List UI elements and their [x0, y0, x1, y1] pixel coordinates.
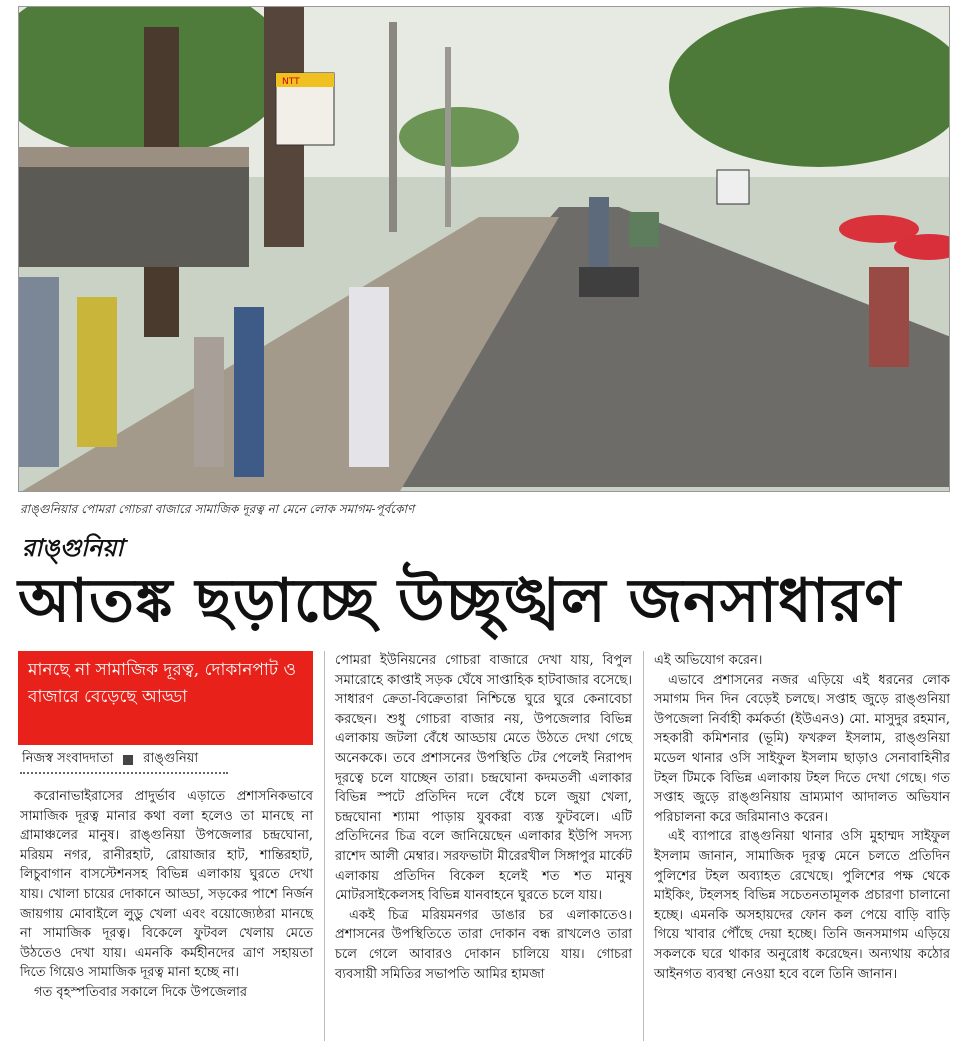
street-scene-illustration: [19, 7, 950, 492]
paragraph: এভাবে প্রশাসনের নজর এড়িয়ে এই ধরনের লোক সমাগম দিন দিন বেড়েই চলছে। সপ্তাহ জুড়ে রাঙ্গুনিয়া উপজেলা নির্বাহী কর্মকর্তা (ইউএনও) মো. মাসুদুর রহমান, সহকারী কমিশনার (ভূমি) ফখরুল ইসলাম, রাঙ্গুনিয়া মডেল থানার ওসি সাইফুল ইসলাম ছাড়াও সেনাবাহিনীর টহল টিমকে বিভিন্ন এলাকায় টহল দিতে দেখা গেছে। গত সপ্তাহ জুড়ে রাঙ্গুনিয়ায় ভ্রাম্যমাণ আদালত অভিযান পরিচালনা করে জরিমানাও করেন।: [654, 672, 950, 825]
column-rule: [324, 651, 325, 1041]
photo-caption: রাঙ্গুনিয়ার পোমরা গোচরা বাজারে সামাজিক দূরত্ব না মেনে লোক সমাগম-পূর্বকোণ: [20, 502, 415, 516]
byline-divider: [20, 772, 228, 774]
paragraph: এই অভিযোগ করেন।: [654, 653, 763, 668]
news-photo: [18, 6, 950, 492]
byline-location: রাঙ্গুনিয়া: [143, 751, 199, 766]
subhead-box: [18, 651, 313, 745]
paragraph: গত বৃহস্পতিবার সকালে দিকে উপজেলার: [34, 984, 248, 1000]
location-kicker: রাঙ্গুনিয়া: [22, 533, 124, 562]
article-column-1: [20, 787, 313, 1003]
paragraph: পোমরা ইউনিয়নের গোচরা বাজারে দেখা যায়, বিপুল সমারোহে কাপ্তাই সড়ক ঘেঁষে সাপ্তাহিক হাটবাজার বসেছে। সাধারণ ক্রেতা-বিক্রেতারা নিশ্চিন্তে ঘুরে ঘুরে কেনাবেচা করছেন। শুধু গোচরা বাজার নয়, উপজেলার বিভিন্ন এলাকায় জটলা বেঁধে আড্ডায় মেতে উঠতে দেখা গেছে অনেককে। তবে প্রশাসনের উপস্থিতি টের পেলেই নিরাপদ দূরত্বে চলে যাচ্ছেন তারা। চন্দ্রঘোনা কদমতলী এলাকার বিভিন্ন স্পটে প্রতিদিন দলে বেঁধে চলে জুয়া খেলা, চন্দ্রঘোনা শ্যামা পাড়ায় যুবকরা ব্যস্ত ফুটবলে। এটি প্রতিদিনের চিত্র বলে জানিয়েছেন এলাকার ইউপি সদস্য রাশেদ আলী মেম্বার। সরফভাটা মীরেরখীল সিঙ্গাপুর মার্কেট এলাকায় প্রতিদিন বিকেল হলেই শত শত মানুষ মোটরসাইকেলসহ বিভিন্ন যানবাহনে ঘুরতে চলে যায়।: [335, 653, 632, 904]
separator-square-icon: [123, 755, 133, 765]
paragraph: এই ব্যাপারে রাঙ্গুনিয়া থানার ওসি মুহাম্মদ সাইফুল ইসলাম জানান, সামাজিক দূরত্ব মেনে চলতে প্রতিদিন পুলিশের টহল অব্যাহত রেখেছে। পুলিশের পক্ষ থেকে মাইকিং, টহলসহ বিভিন্ন সচেতনতামূলক প্রচারণা চালানো হচ্ছে। এমনকি অসহায়দের ফোন কল পেয়ে বাড়ি বাড়ি গিয়ে খাবার পৌঁছে দেয়া হচ্ছে। তিনি জনসমাগম এড়িয়ে সকলকে ঘরে থাকার অনুরোধ করেছেন। অন্যথায় কঠোর আইনগত ব্যবস্থা নেওয়া হবে বলে তিনি জানান।: [654, 829, 950, 982]
byline: [22, 749, 198, 770]
sign-label: NTT: [282, 77, 300, 87]
article-column-3: [654, 651, 950, 984]
headline: আতঙ্ক ছড়াচ্ছে উচ্ছৃঙ্খল জনসাধারণ: [18, 566, 902, 636]
subhead-text: মানছে না সামাজিক দূরত্ব, দোকানপাট ও বাজারে বেড়েছে আড্ডা: [28, 660, 296, 707]
paragraph: একই চিত্র মরিয়মনগর ডাঙার চর এলাকাতেও। প্রশাসনের উপস্থিতিতে তারা দোকান বন্ধ রাখলেও তারা চলে গেলে আবারও দোকান চালিয়ে যায়। গোচরা ব্যবসায়ী সমিতির সভাপতি আমির হামজা: [335, 907, 632, 982]
article-column-2: [335, 651, 632, 984]
reporter: নিজস্ব সংবাদদাতা: [22, 751, 114, 766]
paragraph: করোনাভাইরাসের প্রাদুর্ভাব এড়াতে প্রশাসনিকভাবে সামাজিক দূরত্ব মানার কথা বলা হলেও তা মানছে না গ্রামাঞ্চলের মানুষ। রাঙ্গুনিয়া উপজেলার চন্দ্রঘোনা, মরিয়ম নগর, রানীরহাট, রোয়াজার হাট, শান্তিরহাট, লিচুবাগান বাসস্টেশনসহ বিভিন্ন এলাকায় ঘুরতে দেখা যায়। খোলা চায়ের দোকানে আড্ডা, সড়কের পাশে নির্জন জায়গায় মোবাইলে লুডু খেলা এবং বয়োজ্যেষ্ঠরা মানছে না সামাজিক দূরত্ব। বিকেলে ফুটবল খেলায় মেতে উঠতেও দেখা যায়। এমনকি কর্মহীনদের ত্রাণ সহায়তা দিতে গিয়েও সামাজিক দূরত্ব মানা হচ্ছে না।: [20, 789, 313, 981]
column-rule: [643, 651, 644, 1041]
